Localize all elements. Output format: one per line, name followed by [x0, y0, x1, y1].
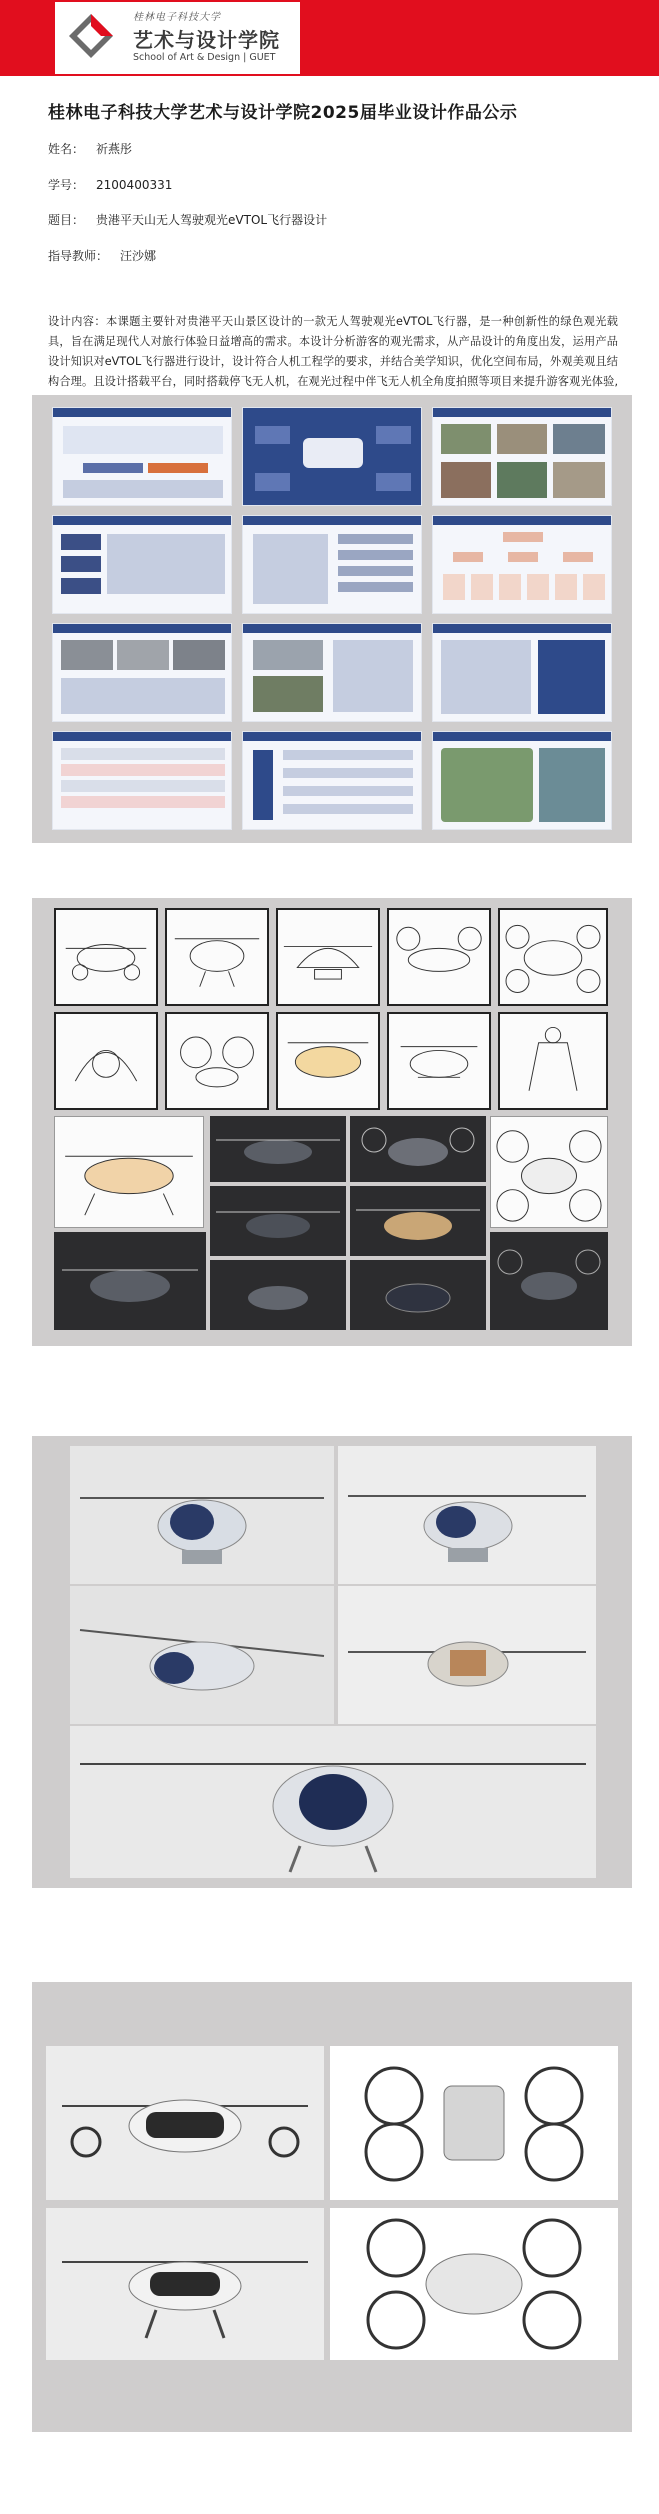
slide-thumbnail [242, 515, 422, 614]
slide-thumbnail [52, 515, 232, 614]
info-advisor-row [48, 247, 156, 264]
slide-thumbnail [432, 731, 612, 830]
product-rendering [70, 1586, 334, 1724]
name-value: 祈燕彤 [96, 142, 133, 156]
slide-thumbnail [52, 731, 232, 830]
sketch-drawing [54, 1116, 204, 1228]
name-label: 姓名： [48, 142, 85, 156]
logo-college-name: 艺术与设计学院 [133, 28, 280, 52]
advisor-value: 汪沙娜 [120, 249, 157, 263]
product-rendering [46, 2046, 324, 2200]
topic-label: 题目： [48, 213, 85, 227]
renderings-panel [32, 1436, 632, 1888]
slide-thumbnail [242, 623, 422, 722]
info-name-row [48, 140, 132, 157]
logo-university-name: 桂林电子科技大学 [133, 12, 221, 23]
product-rendering-large [70, 1726, 596, 1878]
sketch-drawing [387, 1012, 491, 1110]
sketch-drawing [276, 908, 380, 1006]
dark-rendering [210, 1260, 346, 1330]
school-logo-mark-icon [67, 12, 115, 60]
slide-thumbnail [432, 623, 612, 722]
sketch-drawing [490, 1116, 608, 1228]
sketch-drawing [165, 908, 269, 1006]
id-label: 学号： [48, 178, 85, 192]
product-rendering [330, 2046, 618, 2200]
sketch-drawing [54, 908, 158, 1006]
dark-rendering [350, 1260, 486, 1330]
sketch-drawing [387, 908, 491, 1006]
topic-value: 贵港平天山无人驾驶观光eVTOL飞行器设计 [96, 213, 328, 227]
info-topic-row [48, 211, 327, 228]
slide-thumbnail [242, 407, 422, 506]
slide-thumbnail [52, 407, 232, 506]
dark-rendering [350, 1116, 486, 1182]
sketch-drawing [276, 1012, 380, 1110]
slide-thumbnail [52, 623, 232, 722]
slides-panel [32, 395, 632, 843]
product-rendering [70, 1446, 334, 1584]
sketch-drawing [54, 1012, 158, 1110]
product-rendering [338, 1586, 596, 1724]
white-renderings-panel [32, 1982, 632, 2432]
dark-rendering [350, 1186, 486, 1256]
product-rendering [330, 2208, 618, 2360]
school-logo [55, 2, 300, 74]
design-description: 设计内容：本课题主要针对贵港平天山景区设计的一款无人驾驶观光eVTOL飞行器，是一种创新性的绿色观光载具，旨在满足现代人对旅行体验日益增高的需求。本设计分析游客的观光需求，从产品设计的角度出发，运用产品设计知识对eVTOL飞行器进行设计，设计符合人机工程学的要求，并结合美学知识，优化空间布局，外观美观且结构合理。且设计搭载平台，同时搭载停飞无人机，在观光过程中伴飞无人机全角度拍照等项目来提升游客观光体验, [48, 315, 618, 388]
sketch-drawing [498, 1012, 608, 1110]
logo-english-name: School of Art & Design | GUET [133, 52, 276, 63]
dark-rendering [210, 1116, 346, 1182]
slide-thumbnail [242, 731, 422, 830]
dark-rendering [210, 1186, 346, 1256]
sketch-drawing [165, 1012, 269, 1110]
product-rendering [338, 1446, 596, 1584]
slide-thumbnail [432, 407, 612, 506]
sketch-drawing [498, 908, 608, 1006]
advisor-label: 指导教师： [48, 249, 109, 263]
id-value: 2100400331 [96, 178, 173, 192]
header-bar [0, 0, 659, 76]
slide-thumbnail [432, 515, 612, 614]
page-title: 桂林电子科技大学艺术与设计学院2025届毕业设计作品公示 [48, 103, 518, 123]
sketches-panel [32, 898, 632, 1346]
dark-rendering [490, 1232, 608, 1330]
info-id-row [48, 176, 172, 193]
dark-rendering [54, 1232, 206, 1330]
product-rendering [46, 2208, 324, 2360]
